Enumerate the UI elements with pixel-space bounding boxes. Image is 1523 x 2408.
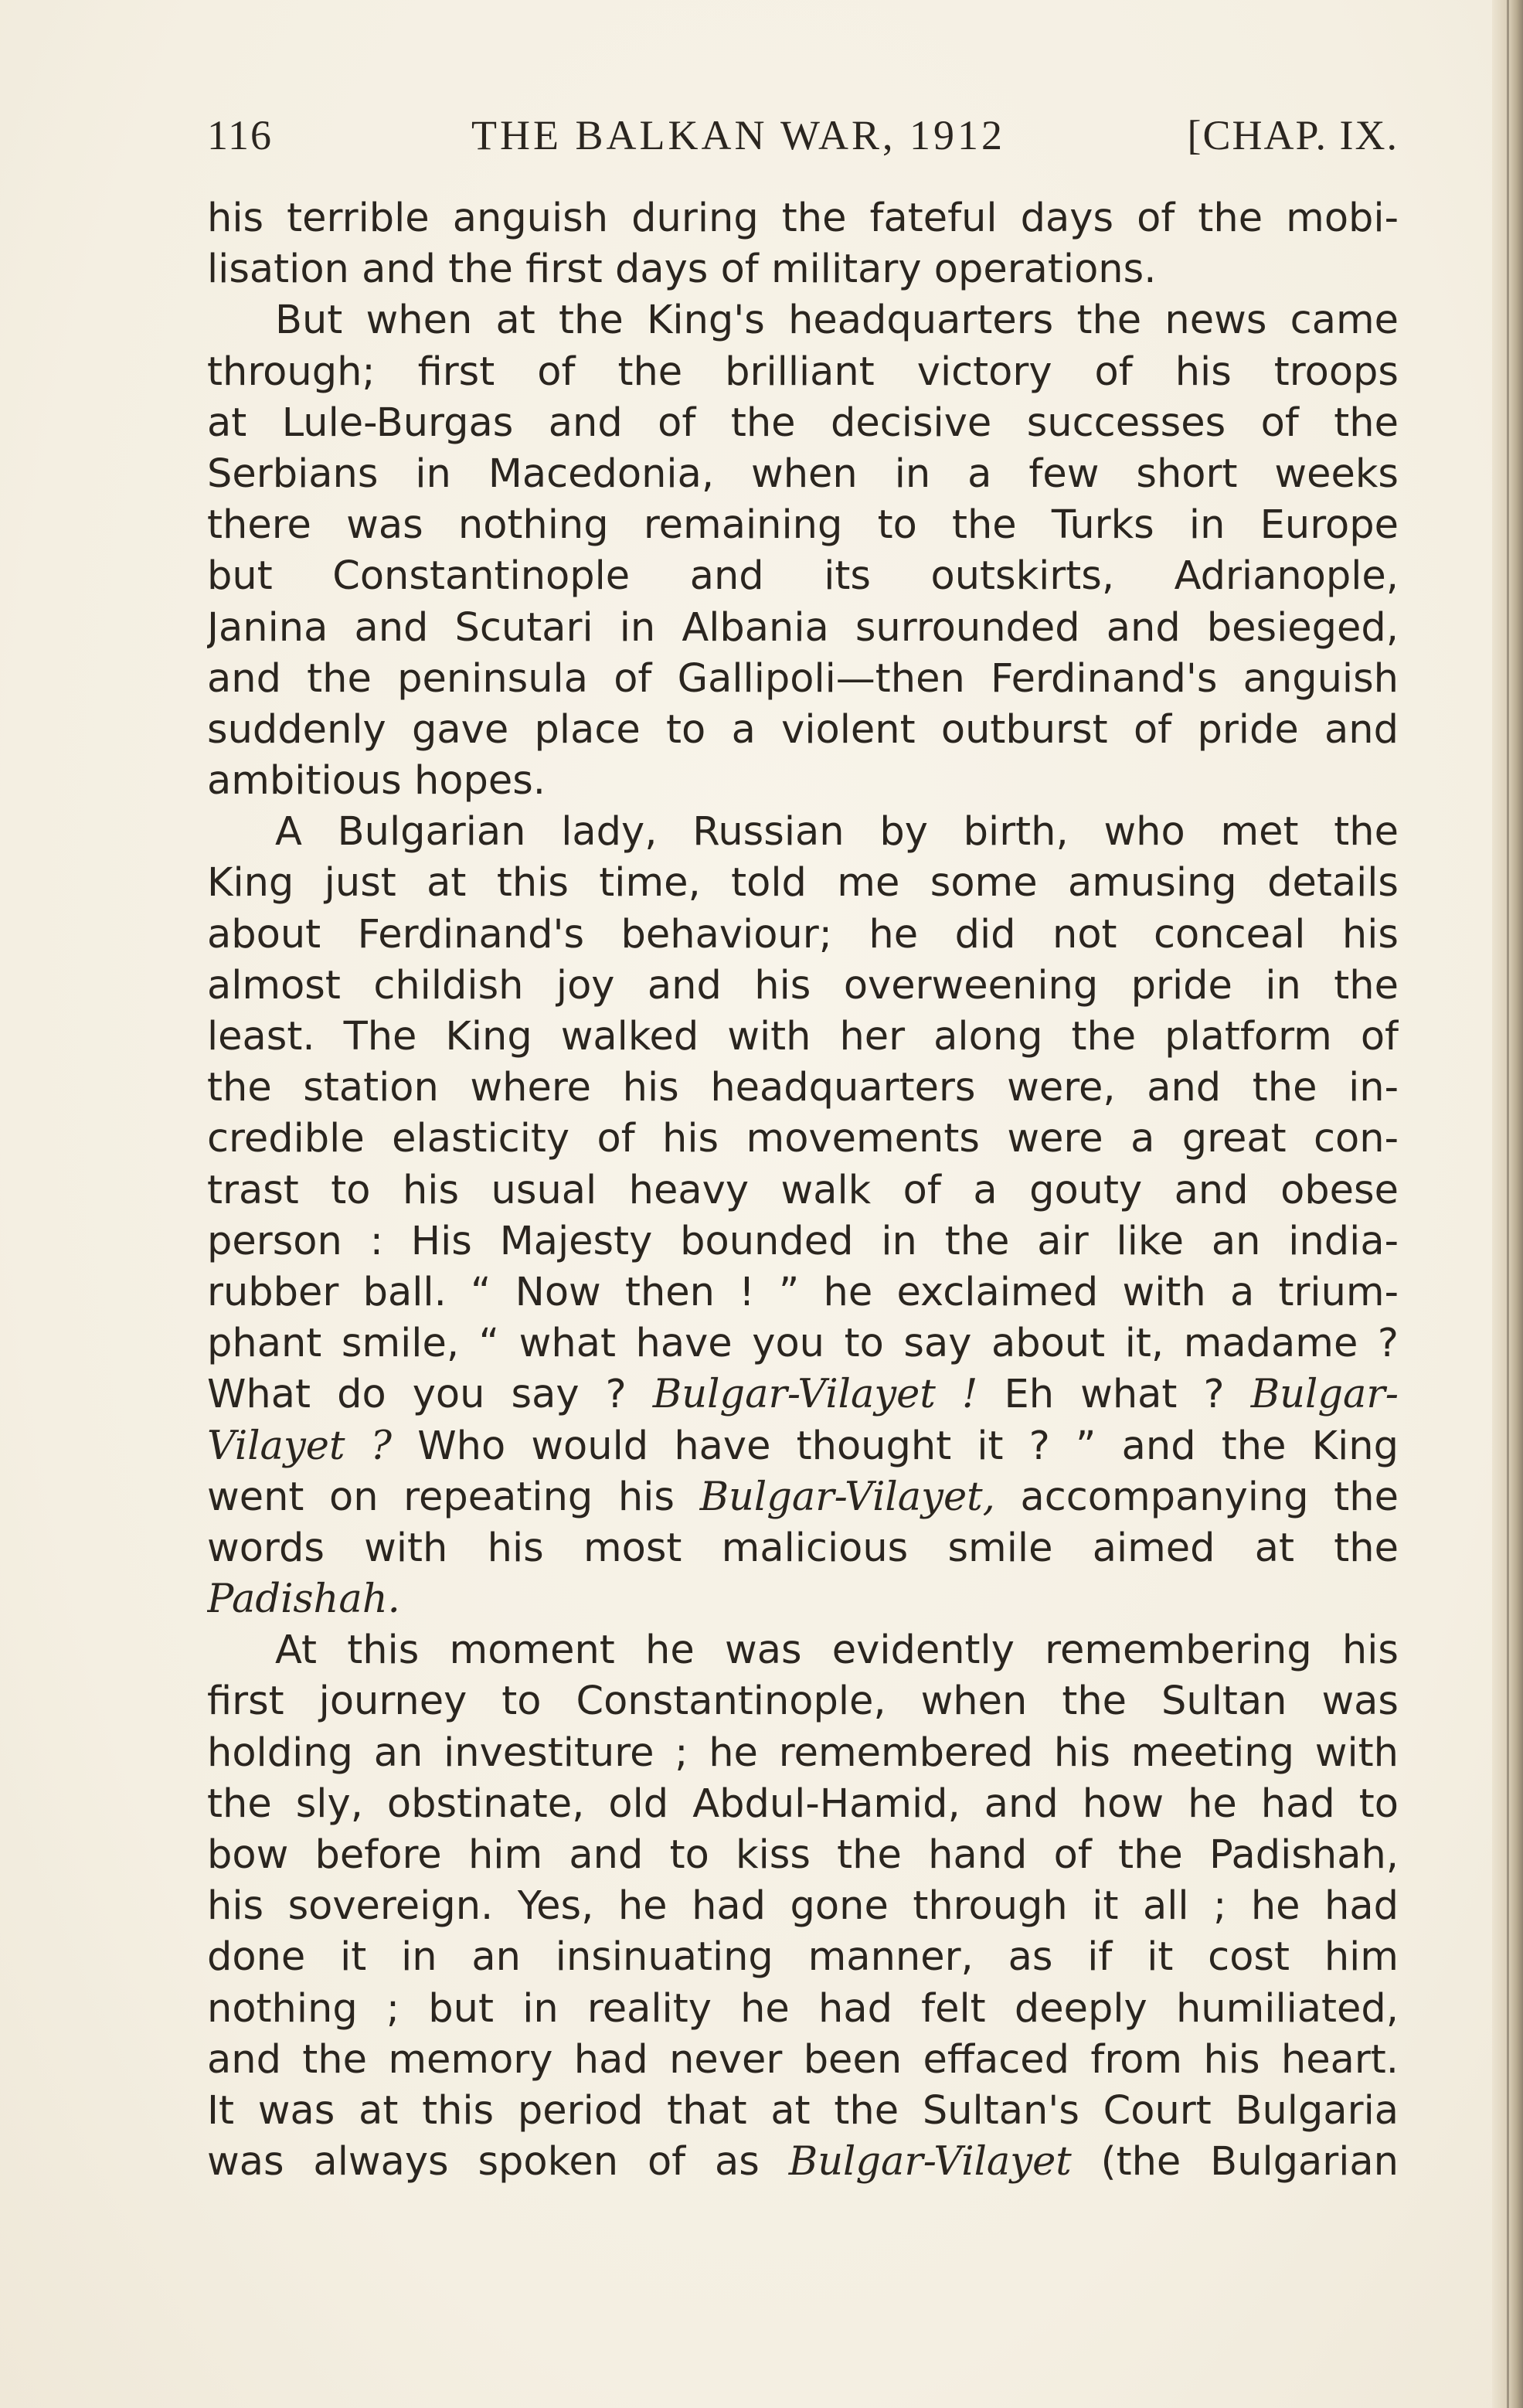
text-segment: Janina and Scutari in Albania surrounded and besieged, — [207, 604, 1399, 651]
italic-phrase: Bulgar- — [1250, 1372, 1399, 1418]
text-segment: Eh what ? — [977, 1372, 1251, 1418]
text-line — [207, 1216, 1399, 1267]
text-line — [207, 1165, 1399, 1216]
text-line — [207, 1267, 1399, 1318]
text-segment: Who would have thought it ? ” and the King — [392, 1423, 1399, 1469]
text-line — [207, 1523, 1399, 1574]
text-segment: was always spoken of as — [207, 2139, 789, 2185]
text-segment: phant smile, “ what have you to say about it, madame ? — [207, 1321, 1399, 1367]
text-line — [207, 551, 1399, 602]
text-line — [207, 347, 1399, 398]
text-segment: bow before him and to kiss the hand of the Padishah, — [207, 1832, 1399, 1878]
running-title: THE BALKAN WAR, 1912 — [471, 112, 1005, 158]
text-line — [207, 1676, 1399, 1727]
italic-phrase: Bulgar-Vilayet ! — [652, 1372, 978, 1418]
text-line — [207, 910, 1399, 961]
text-line — [207, 603, 1399, 654]
text-segment: at Lule-Burgas and of the decisive successes of the — [207, 400, 1399, 446]
text-line — [207, 1984, 1399, 2035]
text-line — [207, 807, 1399, 858]
text-segment: first journey to Constantinople, when the Sultan was — [207, 1678, 1399, 1725]
page-edge-shadow — [1507, 0, 1509, 2408]
text-segment: trast to his usual heavy walk of a gouty and obese — [207, 1167, 1399, 1213]
text-line — [207, 1012, 1399, 1063]
text-segment: there was nothing remaining to the Turks in Europe — [207, 502, 1399, 549]
text-line — [207, 244, 1399, 295]
text-segment: suddenly gave place to a violent outburst of pride and — [207, 706, 1399, 753]
text-line — [207, 449, 1399, 500]
text-segment: person : His Majesty bounded in the air like an india- — [207, 1218, 1399, 1264]
text-line — [207, 1472, 1399, 1523]
italic-phrase: Padishah. — [207, 1576, 400, 1623]
text-segment: his terrible anguish during the fateful days of the mobi- — [207, 196, 1399, 241]
text-line — [207, 858, 1399, 909]
text-line — [207, 1779, 1399, 1830]
text-segment: went on repeating his — [207, 1474, 700, 1520]
text-line — [207, 193, 1399, 244]
text-segment: ambitious hopes. — [207, 758, 546, 804]
text-segment: It was at this period that at the Sultan's Court Bulgaria — [207, 2087, 1399, 2134]
text-line — [207, 2086, 1399, 2137]
text-line — [207, 2137, 1399, 2188]
page-number: 116 — [207, 112, 273, 158]
text-segment: holding an investiture ; he remembered his meeting with — [207, 1729, 1399, 1776]
text-segment: What do you say ? — [207, 1372, 653, 1418]
text-segment: the sly, obstinate, old Abdul-Hamid, and how he had to — [207, 1780, 1399, 1827]
text-segment: done it in an insinuating manner, as if it cost him — [207, 1934, 1399, 1981]
text-segment: King just at this time, told me some amusing details — [207, 860, 1399, 906]
italic-phrase: Vilayet ? — [207, 1423, 392, 1469]
text-segment: words with his most malicious smile aimed at the — [207, 1525, 1399, 1571]
text-segment: and the memory had never been effaced from his heart. — [207, 2036, 1399, 2083]
text-line — [207, 705, 1399, 756]
text-segment: But when at the King's headquarters the news came — [275, 298, 1399, 344]
text-segment: and the peninsula of Gallipoli—then Ferdinand's anguish — [207, 655, 1399, 702]
text-segment: Serbians in Macedonia, when in a few short weeks — [207, 451, 1399, 497]
text-line — [207, 500, 1399, 551]
text-line — [207, 654, 1399, 705]
text-segment: about Ferdinand's behaviour; he did not conceal his — [207, 911, 1399, 957]
text-segment: lisation and the first days of military operations. — [207, 247, 1157, 293]
chapter-label: [CHAP. IX. — [1187, 112, 1399, 158]
italic-phrase: Bulgar-Vilayet — [788, 2139, 1072, 2185]
text-segment: nothing ; but in reality he had felt deeply humiliated, — [207, 1985, 1399, 2032]
text-segment: rubber ball. “ Now then ! ” he exclaimed with a trium- — [207, 1269, 1399, 1315]
text-line — [207, 1932, 1399, 1983]
text-line — [207, 295, 1399, 346]
text-segment: almost childish joy and his overweening pride in the — [207, 962, 1399, 1008]
text-line — [207, 2035, 1399, 2086]
text-line — [207, 1574, 1399, 1625]
text-line — [207, 1625, 1399, 1676]
text-segment: A Bulgarian lady, Russian by birth, who met the — [275, 809, 1399, 855]
text-segment: credible elasticity of his movements were a great con- — [207, 1116, 1399, 1162]
text-line — [207, 961, 1399, 1012]
text-line — [207, 398, 1399, 449]
text-segment: accompanying the — [994, 1474, 1399, 1520]
text-line — [207, 1114, 1399, 1165]
text-line — [207, 1369, 1399, 1420]
text-line — [207, 1728, 1399, 1779]
text-segment: his sovereign. Yes, he had gone through it all ; he had — [207, 1883, 1399, 1930]
text-segment: through; first of the brilliant victory of his troops — [207, 349, 1399, 395]
text-segment: (the Bulgarian — [1071, 2139, 1399, 2185]
text-segment: least. The King walked with her along the platform of — [207, 1014, 1399, 1059]
running-header — [207, 108, 1399, 162]
text-line — [207, 1421, 1399, 1472]
text-segment: At this moment he was evidently remembering his — [275, 1627, 1399, 1674]
text-segment: the station where his headquarters were, and the in- — [207, 1065, 1399, 1111]
text-line — [207, 1063, 1399, 1114]
text-line — [207, 1881, 1399, 1932]
text-segment: but Constantinople and its outskirts, Adrianople, — [207, 553, 1399, 600]
text-line — [207, 1318, 1399, 1369]
italic-phrase: Bulgar-Vilayet, — [699, 1474, 995, 1520]
text-line — [207, 756, 1399, 807]
body-text — [207, 193, 1399, 2188]
text-line — [207, 1830, 1399, 1881]
